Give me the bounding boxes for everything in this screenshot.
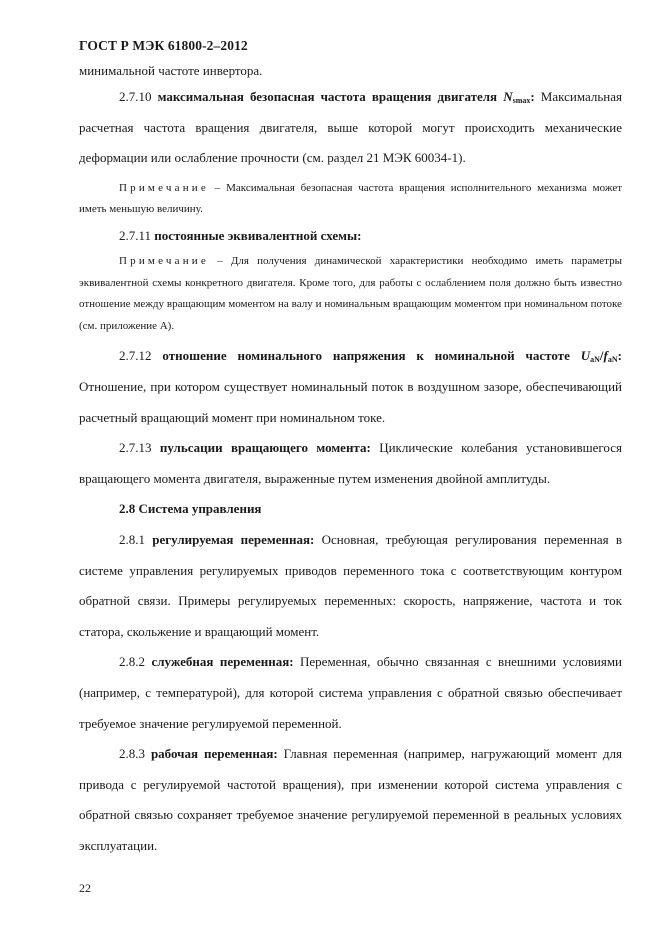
note-2-7-10 xyxy=(79,178,622,221)
clause-number: 2.7.12 xyxy=(119,348,152,364)
clause-term: пульсации вращающего момента: xyxy=(159,440,371,456)
clause-number: 2.7.11 xyxy=(119,227,152,243)
clause-number: 2.7.10 xyxy=(119,89,152,104)
clause-term: регулируемая переменная: xyxy=(152,531,315,547)
document-body xyxy=(79,60,622,861)
note-text: Максимальная безопасная частота вращения исполнительного механизма может иметь меньшую величину. xyxy=(79,181,623,216)
clause-2-7-11 xyxy=(79,221,622,252)
clause-2-8-1 xyxy=(79,525,622,647)
clause-number: 2.8.3 xyxy=(119,746,145,762)
section-2-8-heading xyxy=(79,494,622,525)
clause-definition: Основная, требующая регулирования переменная в системе управления регулируемых приводов переменного тока с соответствующим контуром обратной связи. Примеры регулируемых переменных: скорость, напряжение, частота и ток статора, скольжение и вращающий момент. xyxy=(79,531,622,639)
note-label: Примечание xyxy=(119,181,209,194)
clause-2-7-12 xyxy=(79,341,622,433)
clause-term: служебная переменная: xyxy=(151,654,294,670)
clause-term: постоянные эквивалентной схемы: xyxy=(154,227,362,243)
clause-term: рабочая переменная: xyxy=(150,746,278,762)
clause-term xyxy=(162,348,622,363)
note-label: Примечание xyxy=(119,255,209,268)
term-symbol: N xyxy=(503,89,513,104)
term-subscript: smax xyxy=(512,96,531,105)
term-slash: / xyxy=(599,348,604,364)
clause-definition: Максимальная расчетная частота вращения двигателя, выше которой могут происходить механические деформации или ослабление прочности (см. раздел 21 МЭК 60034-1). xyxy=(79,89,622,166)
clause-number: 2.7.13 xyxy=(119,440,152,456)
term-subscript-u: aN xyxy=(590,355,600,365)
clause-term xyxy=(158,89,535,104)
continuation-text: минимальной частоте инвертора. xyxy=(79,63,263,78)
term-text: максимальная безопасная частота вращения двигателя xyxy=(157,89,504,104)
term-colon: : xyxy=(617,348,623,364)
clause-number: 2.8.2 xyxy=(119,654,145,670)
clause-2-8-2 xyxy=(79,647,622,739)
clause-2-7-10 xyxy=(79,82,622,174)
clause-definition: Переменная, обычно связанная с внешними условиями (например, с температурой), для которой система управления с обратной связью обеспечивает требуемое значение регулируемой переменной. xyxy=(79,654,622,731)
note-dash: – xyxy=(208,181,227,194)
term-colon: : xyxy=(530,89,535,104)
clause-definition: Циклические колебания установившегося вращающего момента двигателя, выраженные путем изменения двойной амплитуды. xyxy=(79,440,622,486)
note-text: Для получения динамической характеристики необходимо иметь параметры эквивалентной схемы конкретного двигателя. Кроме того, для работы с ослаблением поля должно быть известно отношение между вращающим моментом на валу и номинальным вращающим моментом при номинальном потоке (см. приложение А). xyxy=(79,255,622,332)
clause-2-8-3 xyxy=(79,739,622,861)
clause-definition: Главная переменная (например, нагружающий момент для привода с регулируемой частотой вращения), при изменении которой система управления с обратной связью сохраняет требуемое значение регулируемой переменной в реальных условиях эксплуатации. xyxy=(79,746,622,853)
continuation-line xyxy=(79,60,622,82)
term-symbol-u: U xyxy=(580,348,591,364)
term-symbol-f: f xyxy=(603,348,608,364)
note-2-7-11 xyxy=(79,251,622,337)
standard-header: ГОСТ Р МЭК 61800-2–2012 xyxy=(79,38,248,53)
term-text: отношение номинального напряжения к номинальной частоте xyxy=(162,348,581,364)
clause-2-7-13 xyxy=(79,433,622,494)
clause-definition: Отношение, при котором существует номинальный поток в воздушном зазоре, обеспечивающий расчетный вращающий момент при номинальном токе. xyxy=(79,378,622,425)
clause-number: 2.8.1 xyxy=(119,531,145,547)
term-subscript-f: aN xyxy=(607,355,618,365)
page-number: 22 xyxy=(79,881,91,895)
section-heading: 2.8 Система управления xyxy=(119,501,262,517)
note-dash: – xyxy=(208,255,231,268)
